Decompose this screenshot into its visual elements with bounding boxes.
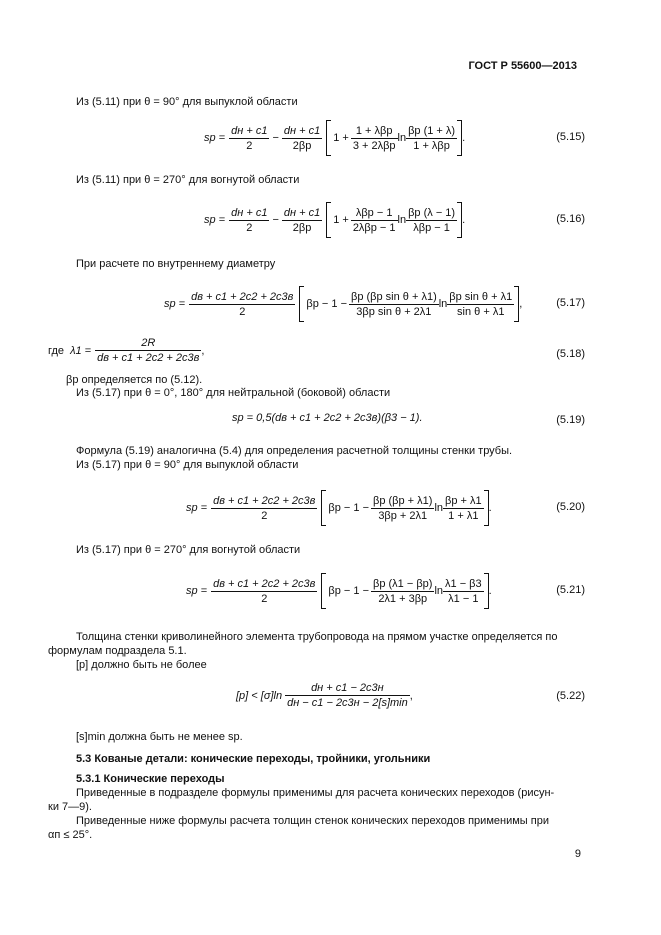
fraction: $\frac{dн + c1}{2}$ [231,124,268,152]
fraction: $\frac{dн + c1}{2\beta p}$ [283,206,321,234]
text-line: При расчете по внутреннему диаметру [76,258,276,270]
text-line: ки 7—9). [48,801,92,813]
fraction: $\frac{\lambda 1 - \beta 3}{\lambda 1 - 1}$ [445,577,482,605]
equation-5-17: sp = $\frac{dв + c1 + 2c2 + 2c3в}{2}$ βp − 1 − $\frac{\text{βp (βp sin θ + λ1)}}{\text{3βp sin θ + 2λ1}}$ ln $\frac{\text{βp sin θ + λ1}}{\text{sin θ + λ1}}$ , [164,286,522,322]
equation-5-20: sp = $\frac{dв + c1 + 2c2 + 2c3в}{2}$ βp − 1 − $\frac{\beta p (\beta p + \lambda 1)}{3\beta p + 2\lambda 1}$ ln $\frac{\beta p + \lambda 1}{1 + \lambda 1}$ . [186,490,492,526]
fraction: $\frac{dн + c1 - 2c3н}{dн - c1 - 2c3н - 2[s]\min}$ [287,682,408,709]
fraction: $\frac{\beta p (\lambda 1 - \beta p)}{2\lambda 1 + 3\beta p}$ [373,577,433,605]
text-line: Приведенные в подразделе формулы применимы для расчета конических переходов (рисун- [76,787,555,799]
equation-5-16: sp = $\frac{dн + c1}{2}$ − $\frac{dн + c1}{2\beta p}$ 1 + $\frac{\text{λβp − 1}}{\text{2λβp − 1}}$ ln $\frac{\beta p (\lambda - 1)}{\text{λβp − 1}}$ . [204,202,465,238]
fraction: $\frac{2R}{dв + c1 + 2c2 + 2c3в}$ [97,337,200,364]
equation-number: (5.15) [556,131,585,143]
fraction: $\frac{\text{βp sin θ + λ1}}{\text{sin θ + λ1}}$ [449,290,513,318]
fraction: $\frac{\beta p (\beta p + \lambda 1)}{3\beta p + 2\lambda 1}$ [373,494,433,522]
text-line: Из (5.17) при θ = 0°, 180° для нейтральной (боковой) области [76,387,391,399]
fraction: $\frac{\text{1 + λβp}}{\text{3 + 2λβp}}$ [352,124,396,152]
subsection-heading: 5.3.1 Конические переходы [76,773,225,785]
equation-number: (5.21) [556,584,585,596]
equation-5-21: sp = $\frac{dв + c1 + 2c2 + 2c3в}{2}$ βp − 1 − $\frac{\beta p (\lambda 1 - \beta p)}{2\lambda 1 + 3\beta p}$ ln $\frac{\lambda 1 - \beta 3}{\lambda 1 - 1}$ . [186,573,492,609]
standard-header: ГОСТ Р 55600—2013 [468,60,577,72]
fraction: $\frac{\beta p (\lambda - 1)}{\text{λβp − 1}}$ [408,206,456,234]
text-line: Приведенные ниже формулы расчета толщин стенок конических переходов применимы при [76,815,549,827]
text-line: Формула (5.19) аналогична (5.4) для определения расчетной толщины стенки трубы. [76,445,513,457]
text-line: Из (5.11) при θ = 90° для выпуклой области [76,96,298,108]
equation-5-22: [p] < [σ]ln $\frac{dн + c1 - 2c3н}{dн - c1 - 2c3н - 2[s]\min}$ , [236,682,413,709]
text-line: [s]min должна быть не менее sp. [76,731,243,743]
text-line: Из (5.17) при θ = 90° для выпуклой области [76,459,299,471]
fraction: $\frac{dв + c1 + 2c2 + 2c3в}{2}$ [213,577,316,605]
fraction: $\frac{dн + c1}{2}$ [231,206,268,234]
fraction: $\frac{\beta p + \lambda 1}{1 + \lambda 1}$ [445,494,482,522]
equation-number: (5.20) [556,501,585,513]
text-line: Из (5.17) при θ = 270° для вогнутой области [76,544,301,556]
text-line: βp определяется по (5.12). [66,374,203,386]
fraction: $\frac{dв + c1 + 2c2 + 2c3в}{2}$ [191,290,294,318]
fraction: $\frac{\text{λβp − 1}}{\text{2λβp − 1}}$ [352,206,396,234]
equation-5-15: sp = $\frac{dн + c1}{2}$ − $\frac{dн + c1}{2\beta p}$ 1 + $\frac{\text{1 + λβp}}{\text{3 + 2λβp}}$ ln $\frac{\beta p (1 + \lambda)}{\text{1 + λβp}}$ . [204,120,465,156]
text-line: [p] должно быть не более [76,659,207,671]
equation-number: (5.18) [556,348,585,360]
equation-number: (5.22) [556,690,585,702]
section-heading: 5.3 Кованые детали: конические переходы, тройники, угольники [76,753,431,765]
text-line: Толщина стенки криволинейного элемента трубопровода на прямом участке определяется по [76,631,558,643]
fraction: $\frac{dв + c1 + 2c2 + 2c3в}{2}$ [213,494,316,522]
text-line: Из (5.11) при θ = 270° для вогнутой области [76,174,300,186]
text-line: αп ≤ 25°. [48,829,93,841]
equation-number: (5.16) [556,213,585,225]
fraction: $\frac{\text{βp (βp sin θ + λ1)}}{\text{3βp sin θ + 2λ1}}$ [351,290,437,318]
equation-number: (5.17) [556,297,585,309]
equation-5-19: sp = 0,5(dв + c1 + 2c2 + 2c3в)(β3 − 1). [232,412,423,424]
equation-lhs: sp = [204,132,226,144]
equation-5-18: где λ1 = $\frac{2R}{dв + c1 + 2c2 + 2c3в}$ , [48,337,205,364]
fraction: $\frac{dн + c1}{2\beta p}$ [283,124,321,152]
fraction: $\frac{\beta p (1 + \lambda)}{\text{1 + λβp}}$ [408,124,456,152]
text-line: формулам подраздела 5.1. [48,645,187,657]
equation-number: (5.19) [556,414,585,426]
page-number: 9 [574,848,581,860]
